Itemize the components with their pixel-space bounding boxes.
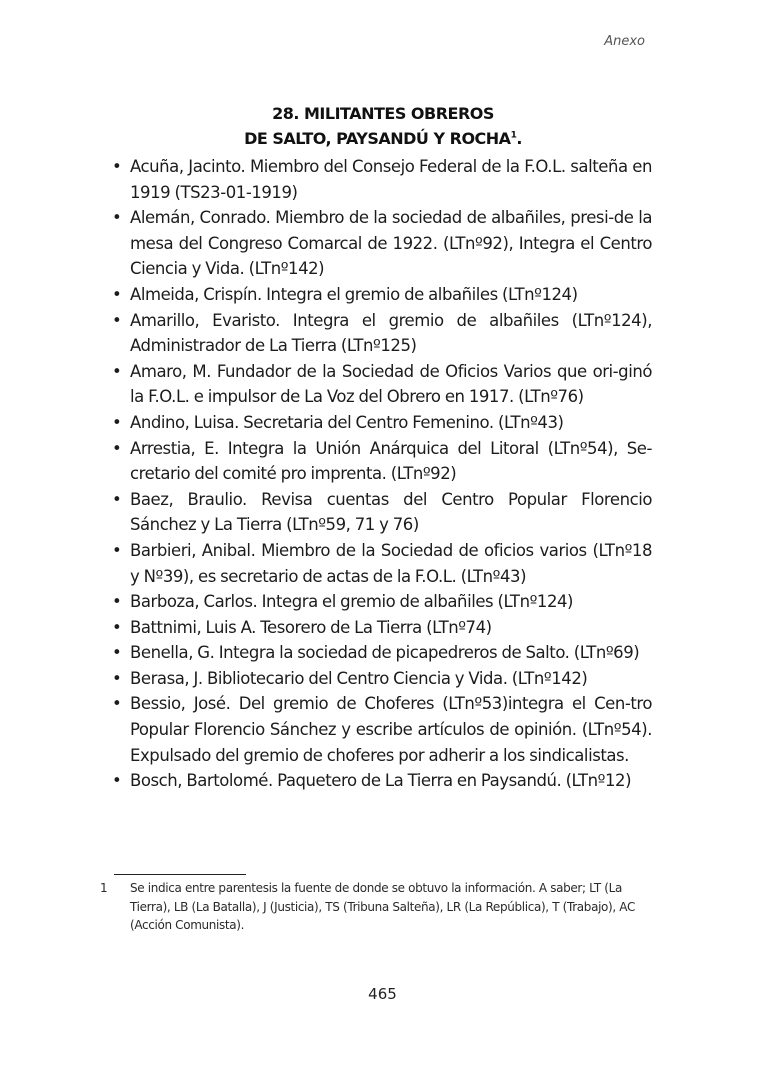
list-item-text: Bosch, Bartolomé. Paquetero de La Tierra en Paysandú. (LTnº12) (130, 771, 632, 791)
list-item (112, 154, 652, 205)
list-item (112, 487, 652, 538)
bullet-icon: • (112, 208, 122, 228)
list-item (112, 410, 652, 436)
bullet-icon: • (112, 694, 122, 714)
bullet-icon: • (112, 592, 122, 612)
footnote-text: Se indica entre parentesis la fuente de donde se obtuvo la información. A saber; LT (La Tierra), LB (La Batalla), J (Justicia), TS (Tribuna Salteña), LR (La República), T (Trabajo), AC (Acción Comunista). (130, 881, 635, 932)
list-item (112, 205, 652, 282)
list-item-text: Andino, Luisa. Secretaria del Centro Femenino. (LTnº43) (130, 412, 564, 432)
list-item (112, 359, 652, 410)
list-item (112, 308, 652, 359)
list-item-text: Battnimi, Luis A. Tesorero de La Tierra (LTnº74) (130, 617, 492, 637)
section-title-line-2 (114, 126, 652, 151)
bullet-icon: • (112, 310, 122, 330)
list-item-text: Barboza, Carlos. Integra el gremio de albañiles (LTnº124) (130, 592, 574, 612)
title-period: . (516, 129, 522, 148)
list-item (112, 538, 652, 589)
bullet-icon: • (112, 284, 122, 304)
running-head: Anexo (604, 34, 645, 49)
list-item-text: Arrestia, E. Integra la Unión Anárquica del Litoral (LTnº54), Se-cretario del comité pro imprenta. (LTnº92) (130, 438, 652, 484)
list-item (112, 615, 652, 641)
list-item (112, 589, 652, 615)
bullet-icon: • (112, 771, 122, 791)
list-item-text: Acuña, Jacinto. Miembro del Consejo Federal de la F.O.L. salteña en 1919 (TS23-01-1919) (130, 157, 652, 202)
bullet-icon: • (112, 361, 122, 381)
list-item (112, 282, 652, 308)
list-item (112, 436, 652, 487)
bullet-icon: • (112, 668, 122, 688)
footnote-reference: 1 (510, 130, 517, 141)
bullet-icon: • (112, 438, 122, 458)
list-item (112, 768, 652, 794)
list-item-text: Amaro, M. Fundador de la Sociedad de Oficios Varios que ori-ginó la F.O.L. e impulsor de La Voz del Obrero en 1917. (LTnº76) (130, 361, 652, 407)
footnote (100, 879, 660, 935)
bullet-icon: • (112, 643, 122, 663)
list-item-text: Barbieri, Anibal. Miembro de la Sociedad de oficios varios (LTnº18 y Nº39), es secretario de actas de la F.O.L. (LTnº43) (130, 540, 652, 586)
bullet-icon: • (112, 540, 122, 560)
list-item-text: Alemán, Conrado. Miembro de la sociedad de albañiles, presi-de la mesa del Congreso Comarcal de 1922. (LTnº92), Integra el Centro Ciencia y Vida. (LTnº142) (130, 208, 652, 279)
bullet-icon: • (112, 617, 122, 637)
section-title-line-2-text: DE SALTO, PAYSANDÚ Y ROCHA (244, 129, 511, 148)
list-item-text: Baez, Braulio. Revisa cuentas del Centro Popular Florencio Sánchez y La Tierra (LTnº59, 71 y 76) (130, 489, 652, 535)
bullet-icon: • (112, 157, 122, 176)
list-item-text: Benella, G. Integra la sociedad de picapedreros de Salto. (LTnº69) (130, 643, 640, 663)
bullet-icon: • (112, 412, 122, 432)
footnote-number: 1 (100, 881, 108, 895)
section-title (114, 101, 652, 151)
section-title-line-1: 28. MILITANTES OBREROS (272, 104, 494, 123)
militants-list (112, 154, 652, 794)
page-number: 465 (368, 985, 397, 1003)
list-item (112, 691, 652, 768)
list-item-text: Berasa, J. Bibliotecario del Centro Ciencia y Vida. (LTnº142) (130, 668, 588, 688)
list-item-text: Amarillo, Evaristo. Integra el gremio de albañiles (LTnº124), Administrador de La Tierra (LTnº125) (130, 310, 652, 356)
list-item (112, 666, 652, 692)
list-item-text: Bessio, José. Del gremio de Choferes (LTnº53)integra el Cen-tro Popular Florencio Sánchez y escribe artículos de opinión. (LTnº54). Expulsado del gremio de choferes por adherir a los sindicalistas. (130, 694, 652, 765)
footnote-divider (114, 874, 246, 875)
bullet-icon: • (112, 489, 122, 509)
list-item (112, 640, 652, 666)
list-item-text: Almeida, Crispín. Integra el gremio de albañiles (LTnº124) (130, 284, 578, 304)
